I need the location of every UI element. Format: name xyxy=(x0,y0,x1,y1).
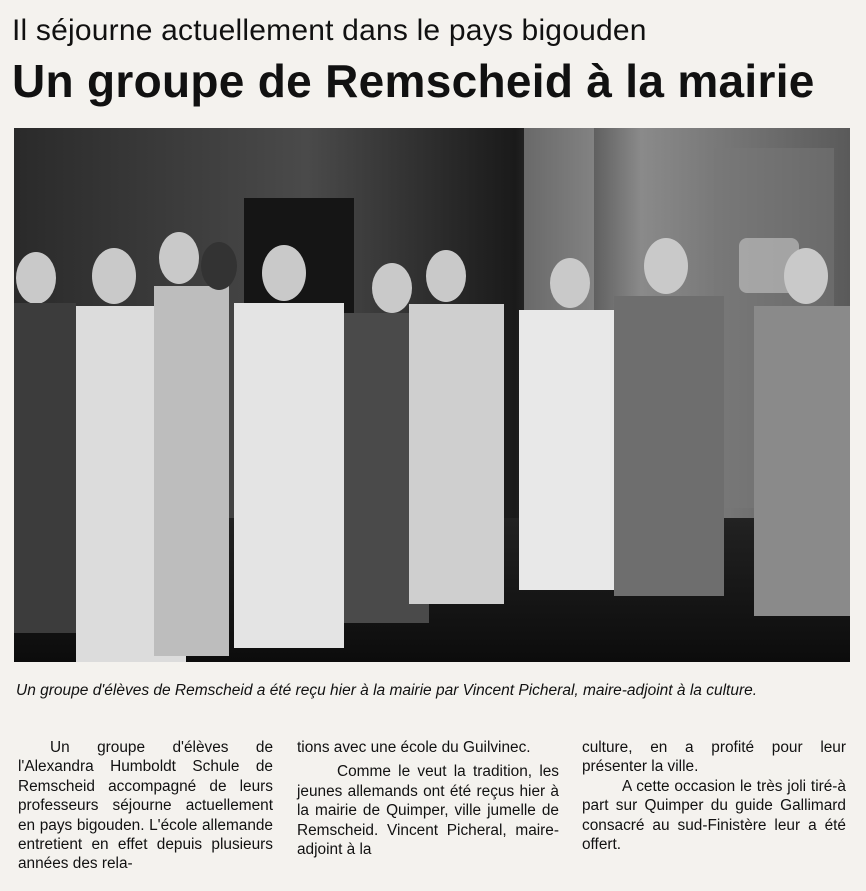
paragraph: Comme le veut la tradition, les jeunes allemands ont été reçus hier à la mairie de Quimper, ville jumelle de Remscheid. Vincent Picheral, maire-adjoint à la xyxy=(297,763,559,859)
paragraph: Un groupe d'élèves de l'Alexandra Humboldt Schule de Remscheid accompagné de leurs professeurs séjourne actuellement en pays bigouden. L'école allemande entretient en effet depuis plusieurs années des rela- xyxy=(18,739,273,873)
body-column-1 xyxy=(18,738,273,874)
article-photo xyxy=(14,128,850,662)
paragraph: culture, en a profité pour leur présenter la ville. xyxy=(582,739,846,776)
article-kicker: Il séjourne actuellement dans le pays bigouden xyxy=(12,14,647,47)
body-column-3 xyxy=(582,738,846,854)
photo-caption: Un groupe d'élèves de Remscheid a été reçu hier à la mairie par Vincent Picheral, maire-adjoint à la culture. xyxy=(16,682,758,699)
paragraph: tions avec une école du Guilvinec. xyxy=(297,739,531,756)
body-column-2 xyxy=(297,738,559,859)
group-photo-illustration xyxy=(14,128,850,662)
article-headline: Un groupe de Remscheid à la mairie xyxy=(12,55,815,107)
paragraph: A cette occasion le très joli tiré-à part sur Quimper du guide Gallimard consacré au sud-Finistère leur a été offert. xyxy=(582,777,846,854)
